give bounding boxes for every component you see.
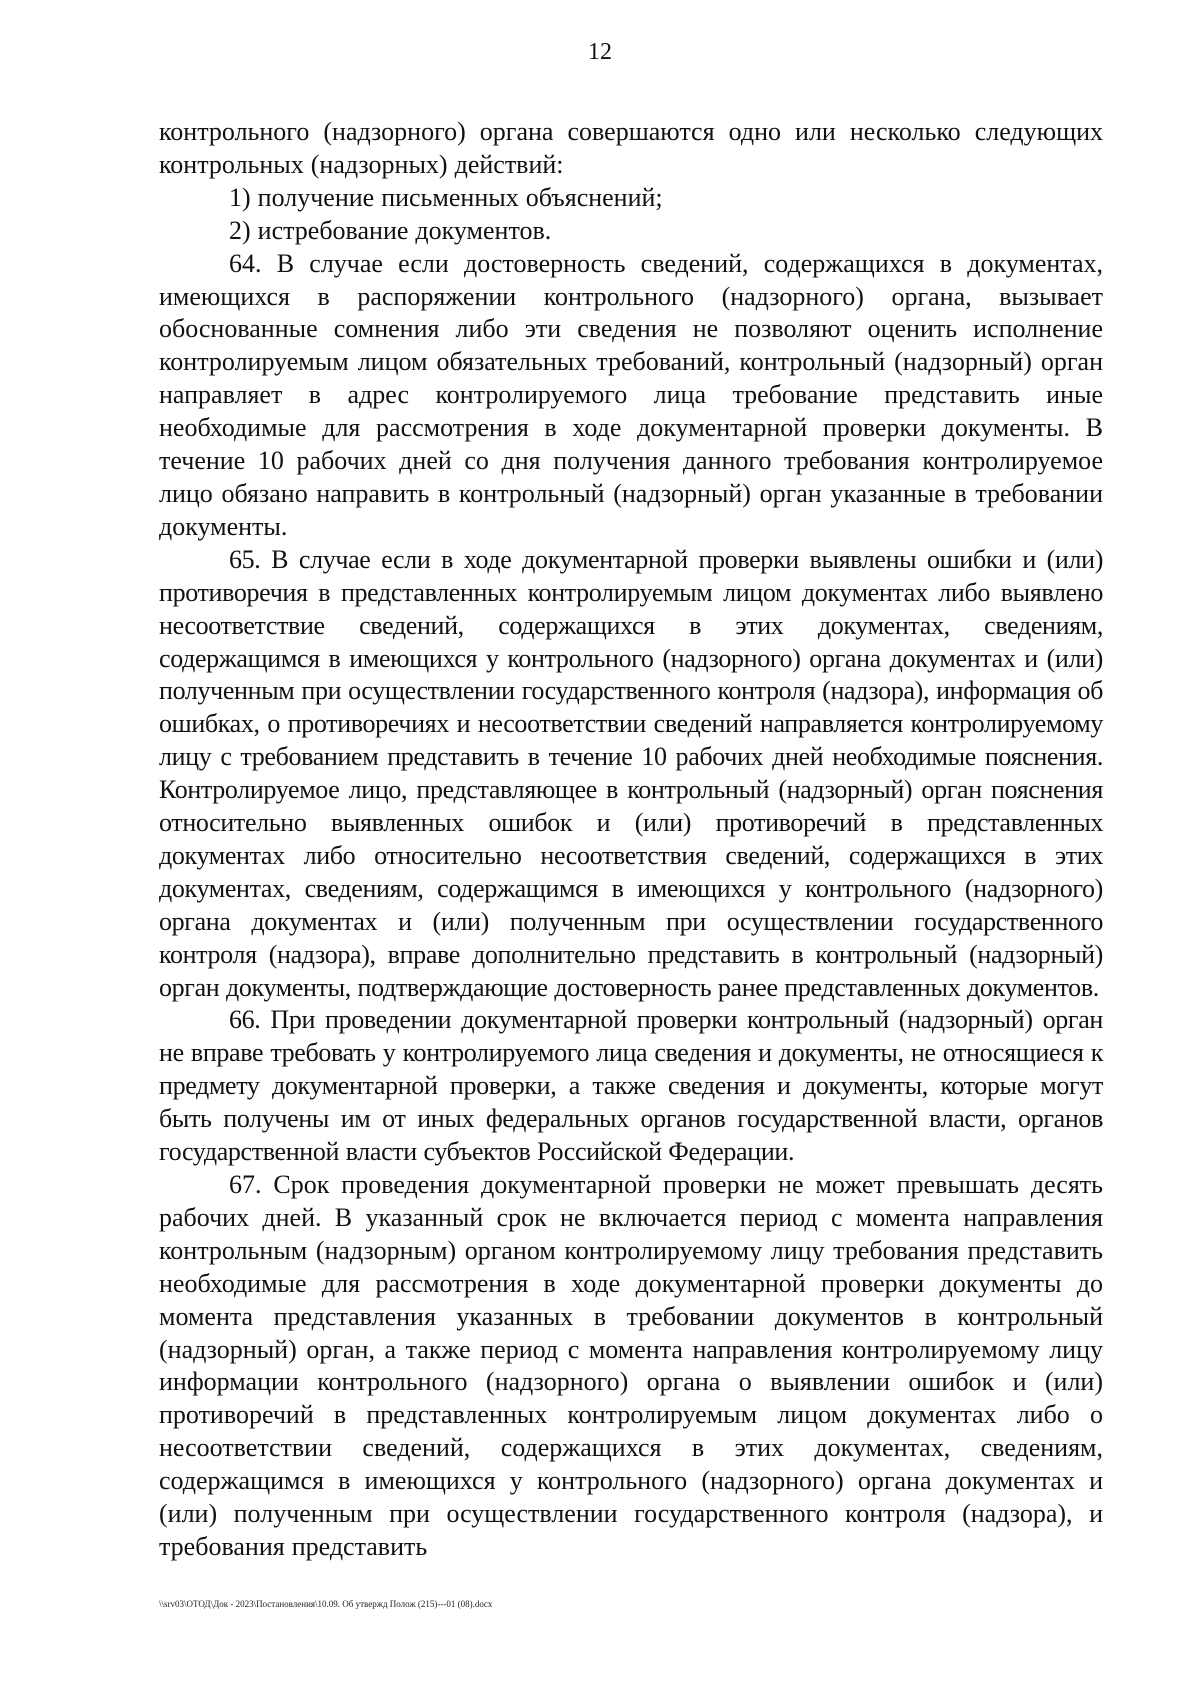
page-number: 12 bbox=[588, 39, 612, 65]
paragraph-65: 65. В случае если в ходе документарной проверки выявлены ошибки и (или) противоречия в представленных контролируемым лицом документах либо выявлено несоответствие сведений, содержащихся в этих документах, сведениям, содержащимся в имеющихся у контрольного (надзорного) органа документах и (или) полученным при осуществлении государственного контроля (надзора), информация об ошибках, о противоречиях и несоответствии сведений направляется контролируемому лицу с требованием представить в течение 10 рабочих дней необходимые пояснения. Контролируемое лицо, представляющее в контрольный (надзорный) орган пояснения относительно выявленных ошибок и (или) противоречий в представленных документах либо относительно несоответствия сведений, содержащихся в этих документах, сведениям, содержащимся в имеющихся у контрольного (надзорного) органа документах и (или) полученным при осуществлении государственного контроля (надзора), вправе дополнительно представить в контрольный (надзорный) орган документы, подтверждающие достоверность ранее представленных документов. bbox=[159, 544, 1103, 1002]
paragraph-66: 66. При проведении документарной проверки контрольный (надзорный) орган не вправе требовать у контролируемого лица сведения и документы, не относящиеся к предмету документарной проверки, а также сведения и документы, которые могут быть получены им от иных федеральных органов государственной власти, органов государственной власти субъектов Российской Федерации. bbox=[159, 1005, 1103, 1167]
paragraph-continuation: контрольного (надзорного) органа совершаются одно или несколько следующих контрольных (надзорных) действий: bbox=[159, 117, 1103, 179]
paragraph-67: 67. Срок проведения документарной проверки не может превышать десять рабочих дней. В указанный срок не включается период с момента направления контрольным (надзорным) органом контролируемому лицу требования представить необходимые для рассмотрения в ходе документарной проверки документы до момента представления указанных в требовании документов в контрольный (надзорный) орган, а также период с момента направления контролируемому лицу информации контрольного (надзорного) органа о выявлении ошибок и (или) противоречий в представленных контролируемым лицом документах либо о несоответствии сведений, содержащихся в этих документах, сведениям, содержащимся в имеющихся у контрольного (надзорного) органа документах и (или) полученным при осуществлении государственного контроля (надзора), и требования представить bbox=[159, 1170, 1103, 1561]
footer-file-path: \\srv03\ОТОД\Док - 2023\Постановления\10.09. Об утвержд Полож (215)---01 (08).docx bbox=[159, 1599, 493, 1609]
paragraph-64: 64. В случае если достоверность сведений, содержащихся в документах, имеющихся в распоряжении контрольного (надзорного) органа, вызывает обоснованные сомнения либо эти сведения не позволяют оценить исполнение контролируемым лицом обязательных требований, контрольный (надзорный) орган направляет в адрес контролируемого лица требование представить иные необходимые для рассмотрения в ходе документарной проверки документы. В течение 10 рабочих дней со дня получения данного требования контролируемое лицо обязано направить в контрольный (надзорный) орган указанные в требовании документы. bbox=[159, 248, 1103, 541]
list-item-2: 2) истребование документов. bbox=[229, 215, 552, 245]
list-item-1: 1) получение письменных объяснений; bbox=[229, 182, 663, 212]
document-body bbox=[159, 116, 1103, 1564]
